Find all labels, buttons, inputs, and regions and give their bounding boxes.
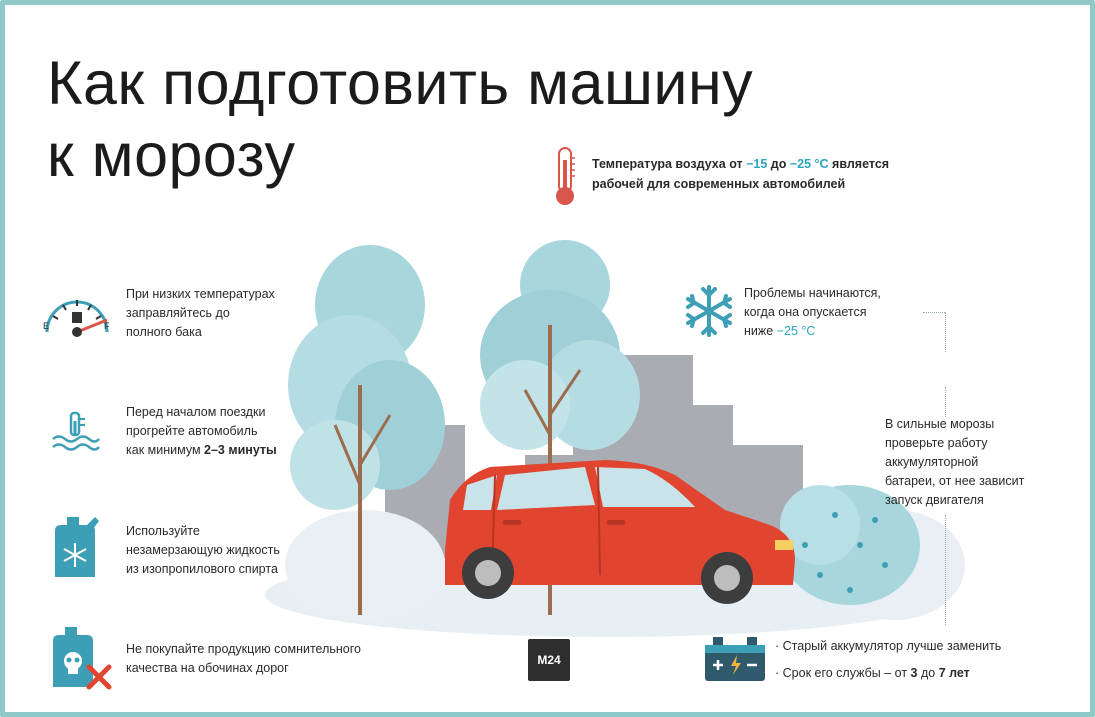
- battery-tip-lifespan: · Срок его службы – от 3 до 7 лет: [775, 666, 970, 680]
- m24-logo: M24: [528, 639, 570, 681]
- tip-antifreeze: Используйте незамерзающую жидкость из изопропилового спирта: [126, 524, 280, 576]
- snowflake-icon: [682, 283, 736, 339]
- fuel-gauge-icon: [41, 288, 115, 342]
- winter-scene-illustration: [5, 5, 1090, 712]
- tip-full-tank: При низких температурах заправляйтесь до полного бака: [126, 287, 275, 339]
- engine-temperature-icon: [49, 409, 101, 455]
- gauge-empty-label: E: [43, 321, 50, 331]
- temperature-from: −15: [746, 157, 768, 171]
- dotted-connector: [945, 515, 946, 625]
- poison-canister-icon: [47, 625, 117, 695]
- dotted-connector: [945, 312, 946, 352]
- antifreeze-canister-icon: [49, 515, 101, 581]
- battery-tip-replace: · Старый аккумулятор лучше заменить: [775, 639, 1002, 653]
- tip-warm-up: Перед началом поездки прогрейте автомобиль как минимум 2–3 минуты: [126, 405, 277, 457]
- temperature-to: −25 °С: [789, 157, 829, 171]
- title-line-1: Как подготовить машину: [47, 49, 754, 117]
- dotted-connector: [945, 387, 946, 417]
- problems-note: Проблемы начинаются, когда она опускается ниже −25 °С: [744, 286, 881, 338]
- problems-temperature: −25 °С: [776, 324, 816, 338]
- dotted-connector: [923, 312, 945, 313]
- battery-check-note: В сильные морозы проверьте работу аккумуляторной батареи, от нее зависит запуск двигателя: [885, 417, 1025, 507]
- temperature-line-1: Температура воздуха от −15 до −25 °С является: [592, 157, 890, 171]
- gauge-full-label: F: [104, 321, 110, 331]
- warmup-duration: 2–3 минуты: [204, 443, 277, 457]
- title-line-2: к морозу: [47, 121, 296, 189]
- tip-roadside: Не покупайте продукцию сомнительного качества на обочинах дорог: [126, 642, 361, 675]
- car-battery-icon: [703, 635, 767, 683]
- temperature-line-2: рабочей для современных автомобилей: [592, 177, 846, 191]
